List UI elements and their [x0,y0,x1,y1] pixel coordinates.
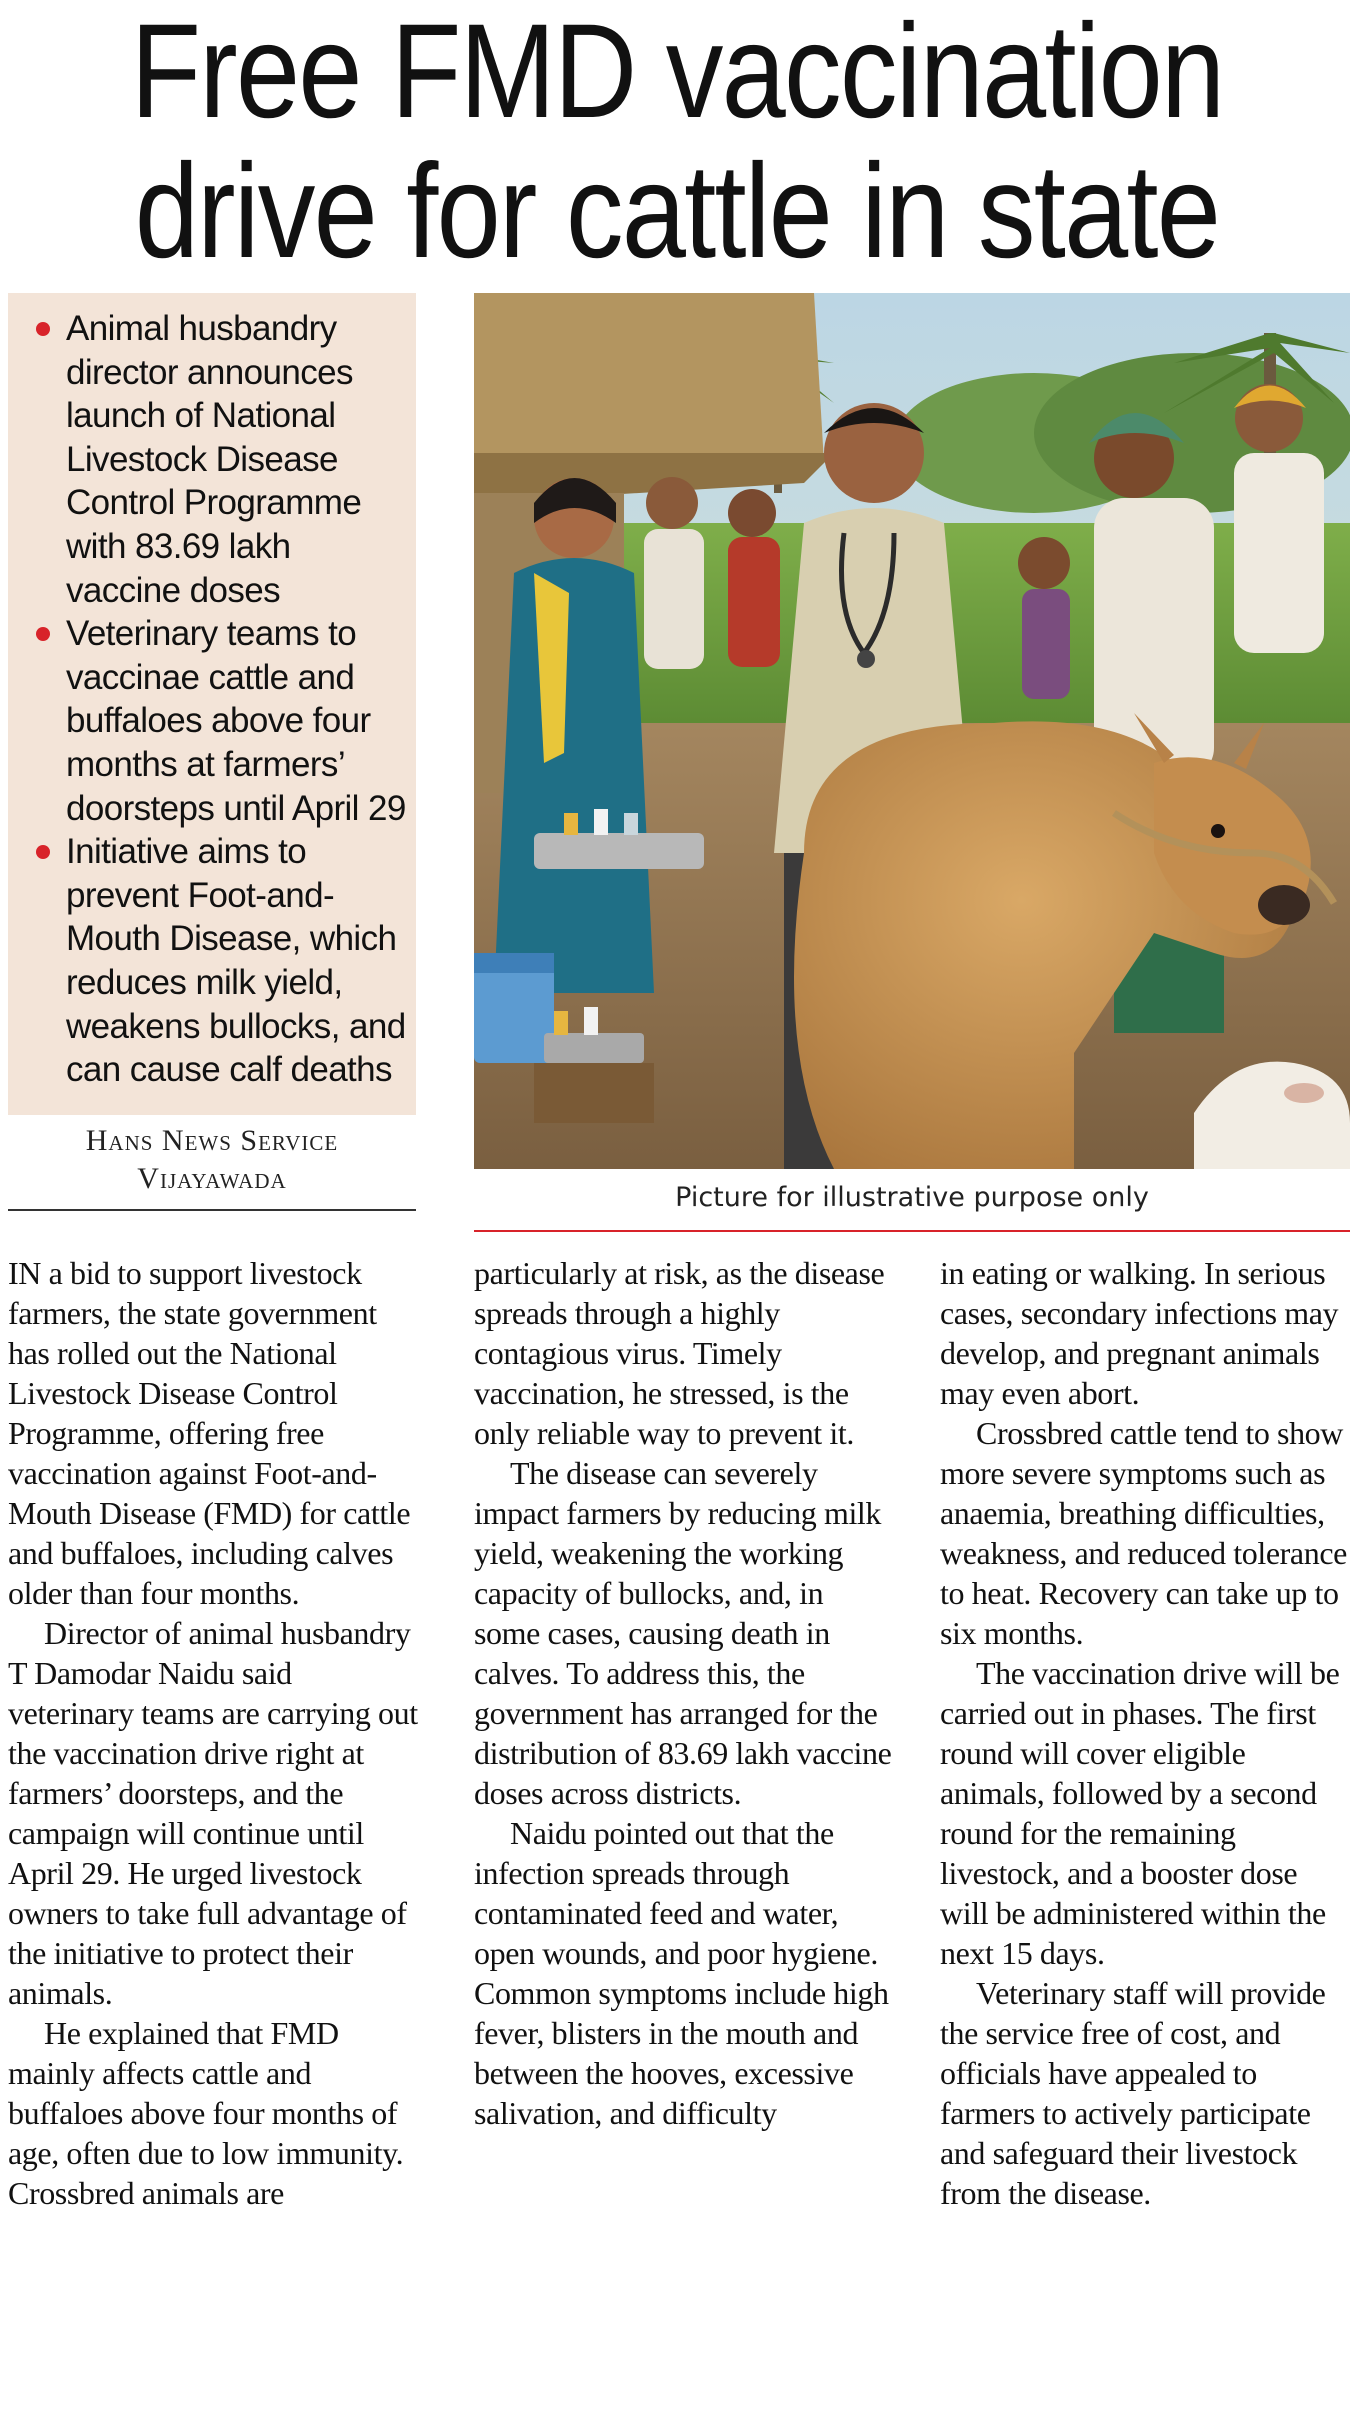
byline [8,1122,416,1198]
caption-divider [474,1230,1350,1232]
article-column-3 [940,1253,1352,2213]
headline-line-2: drive for cattle in state [134,137,1220,286]
byline-agency: Hans News Service [85,1124,339,1157]
article-column-1 [8,1253,420,2213]
article-paragraph: The vaccination drive will be carried out in phases. The first round will cover eligible animals, followed by a second round for the remaining livestock, and a booster dose will be administered within the next 15 days. [940,1655,1340,1971]
highlight-item [32,612,406,830]
highlights-box [8,293,416,1115]
bullet-dot-icon [36,322,50,336]
vaccination-scene-illustration [474,293,1350,1169]
article-paragraph: Director of animal husbandry T Damodar Naidu said veterinary teams are carrying out the vaccination drive right at farmers’ doorsteps, and the campaign will continue until April 29. He urged livestock owners to take full advantage of the initiative to protect their animals. [8,1615,418,2011]
article-paragraph: in eating or walking. In serious cases, secondary infections may develop, and pregnant animals may even abort. [940,1255,1339,1411]
highlight-item [32,830,406,1092]
headline-line-1: Free FMD vaccination [130,0,1224,146]
article-column-2 [474,1253,894,2133]
byline-divider [8,1209,416,1211]
byline-city: Vijayawada [137,1162,287,1195]
news-photo [474,293,1350,1169]
bullet-dot-icon [36,845,50,859]
highlight-text: Veterinary teams to vaccinae cattle and buffaloes above four months at farmers’ doorsteps until April 29 [66,614,406,828]
article-paragraph: IN a bid to support livestock farmers, the state government has rolled out the National Livestock Disease Control Programme, offering free vaccination against Foot-and-Mouth Disease (FMD) for cattle and buffaloes, including calves older than four months. [8,1255,411,1611]
bullet-dot-icon [36,627,50,641]
article-paragraph: He explained that FMD mainly affects cattle and buffaloes above four months of age, often due to low immunity. Crossbred animals are [8,2015,404,2211]
article-paragraph: The disease can severely impact farmers by reducing milk yield, weakening the working capacity of bullocks, and, in some cases, causing death in calves. To address this, the government has arranged for the distribution of 83.69 lakh vaccine doses across districts. [474,1455,892,1811]
article-paragraph: Naidu pointed out that the infection spreads through contaminated feed and water, open wounds, and poor hygiene. Common symptoms include high fever, blisters in the mouth and between the hooves, excessive salivation, and difficulty [474,1815,889,2131]
article-paragraph: Veterinary staff will provide the service free of cost, and officials have appealed to farmers to actively participate and safeguard their livestock from the disease. [940,1975,1326,2211]
headline [95,0,1259,286]
article-paragraph: particularly at risk, as the disease spreads through a highly contagious virus. Timely vaccination, he stressed, is the only reliable way to prevent it. [474,1255,885,1451]
photo-caption: Picture for illustrative purpose only [675,1182,1149,1213]
highlight-text: Animal husbandry director announces launch of National Livestock Disease Control Programme with 83.69 lakh vaccine doses [66,309,362,610]
highlight-text: Initiative aims to prevent Foot-and-Mouth Disease, which reduces milk yield, weakens bullocks, and can cause calf deaths [66,832,406,1090]
article-paragraph: Crossbred cattle tend to show more severe symptoms such as anaemia, breathing difficulties, weakness, and reduced tolerance to heat. Recovery can take up to six months. [940,1415,1347,1651]
highlight-item [32,307,406,612]
highlights-list [32,307,406,1092]
